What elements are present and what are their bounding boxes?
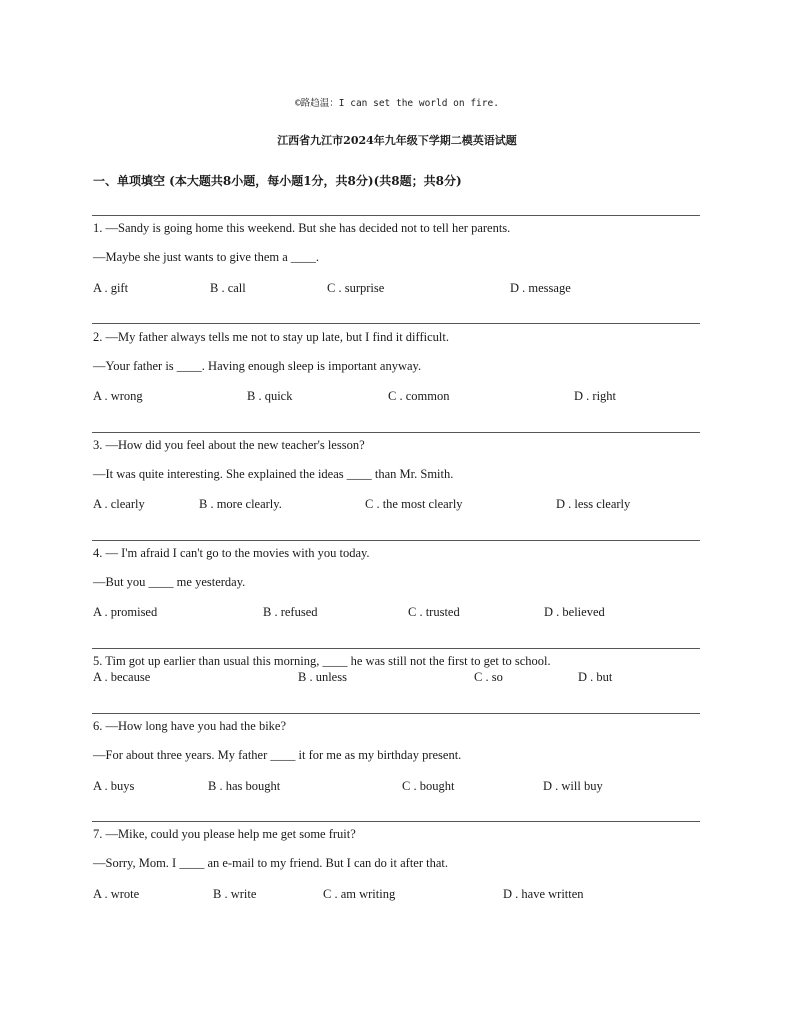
question-4-prompt: 4. — I'm afraid I can't go to the movies with you today. bbox=[93, 546, 370, 560]
question-1-option-c[interactable]: C . surprise bbox=[327, 281, 385, 295]
question-1-reply: —Maybe she just wants to give them a ____. bbox=[93, 250, 320, 264]
question-divider bbox=[92, 432, 700, 433]
question-2-option-a[interactable]: A . wrong bbox=[93, 389, 143, 403]
question-3-option-b[interactable]: B . more clearly. bbox=[199, 497, 282, 511]
question-6-option-d[interactable]: D . will buy bbox=[543, 779, 603, 793]
question-7-option-d[interactable]: D . have written bbox=[503, 887, 584, 901]
question-4-option-d[interactable]: D . believed bbox=[544, 605, 605, 619]
question-3-option-d[interactable]: D . less clearly bbox=[556, 497, 631, 511]
question-7-reply: —Sorry, Mom. I ____ an e-mail to my friend. But I can do it after that. bbox=[93, 856, 449, 870]
exam-title: 江西省九江市2024年九年级下学期二模英语试题 bbox=[277, 134, 517, 147]
question-divider bbox=[92, 821, 700, 822]
question-2-reply: —Your father is ____. Having enough sleep is important anyway. bbox=[93, 359, 422, 373]
question-3-option-c[interactable]: C . the most clearly bbox=[365, 497, 463, 511]
question-5-option-d[interactable]: D . but bbox=[578, 670, 613, 684]
question-5-prompt: 5. Tim got up earlier than usual this morning, ____ he was still not the first to get to school. bbox=[93, 654, 551, 668]
question-divider bbox=[92, 215, 700, 216]
question-4-option-c[interactable]: C . trusted bbox=[408, 605, 460, 619]
question-7-option-a[interactable]: A . wrote bbox=[93, 887, 140, 901]
question-7-option-b[interactable]: B . write bbox=[213, 887, 257, 901]
question-7-prompt: 7. —Mike, could you please help me get some fruit? bbox=[93, 827, 356, 841]
question-6-option-c[interactable]: C . bought bbox=[402, 779, 455, 793]
question-divider bbox=[92, 323, 700, 324]
question-4-reply: —But you ____ me yesterday. bbox=[93, 575, 246, 589]
question-6-prompt: 6. —How long have you had the bike? bbox=[93, 719, 287, 733]
question-2-option-c[interactable]: C . common bbox=[388, 389, 450, 403]
question-5-option-c[interactable]: C . so bbox=[474, 670, 503, 684]
question-1-option-a[interactable]: A . gift bbox=[93, 281, 129, 295]
question-divider bbox=[92, 540, 700, 541]
question-4-option-b[interactable]: B . refused bbox=[263, 605, 318, 619]
question-3-prompt: 3. —How did you feel about the new teacher's lesson? bbox=[93, 438, 365, 452]
question-3-reply: —It was quite interesting. She explained the ideas ____ than Mr. Smith. bbox=[93, 467, 454, 481]
question-3-option-a[interactable]: A . clearly bbox=[93, 497, 145, 511]
question-1-option-d[interactable]: D . message bbox=[510, 281, 571, 295]
question-2-prompt: 2. —My father always tells me not to stay up late, but I find it difficult. bbox=[93, 330, 449, 344]
header-note: ©路趋温：I can set the world on fire. bbox=[295, 98, 499, 109]
question-7-option-c[interactable]: C . am writing bbox=[323, 887, 396, 901]
question-1-prompt: 1. —Sandy is going home this weekend. But she has decided not to tell her parents. bbox=[93, 221, 511, 235]
question-2-option-d[interactable]: D . right bbox=[574, 389, 617, 403]
section-heading: 一、单项填空 (本大题共8小题，每小题1分，共8分)(共8题；共8分) bbox=[93, 174, 462, 188]
question-2-option-b[interactable]: B . quick bbox=[247, 389, 293, 403]
question-5-option-b[interactable]: B . unless bbox=[298, 670, 347, 684]
question-6-option-a[interactable]: A . buys bbox=[93, 779, 135, 793]
question-1-option-b[interactable]: B . call bbox=[210, 281, 246, 295]
question-divider bbox=[92, 713, 700, 714]
question-6-option-b[interactable]: B . has bought bbox=[208, 779, 281, 793]
question-5-option-a[interactable]: A . because bbox=[93, 670, 151, 684]
question-divider bbox=[92, 648, 700, 649]
question-6-reply: —For about three years. My father ____ it for me as my birthday present. bbox=[93, 748, 462, 762]
question-4-option-a[interactable]: A . promised bbox=[93, 605, 158, 619]
